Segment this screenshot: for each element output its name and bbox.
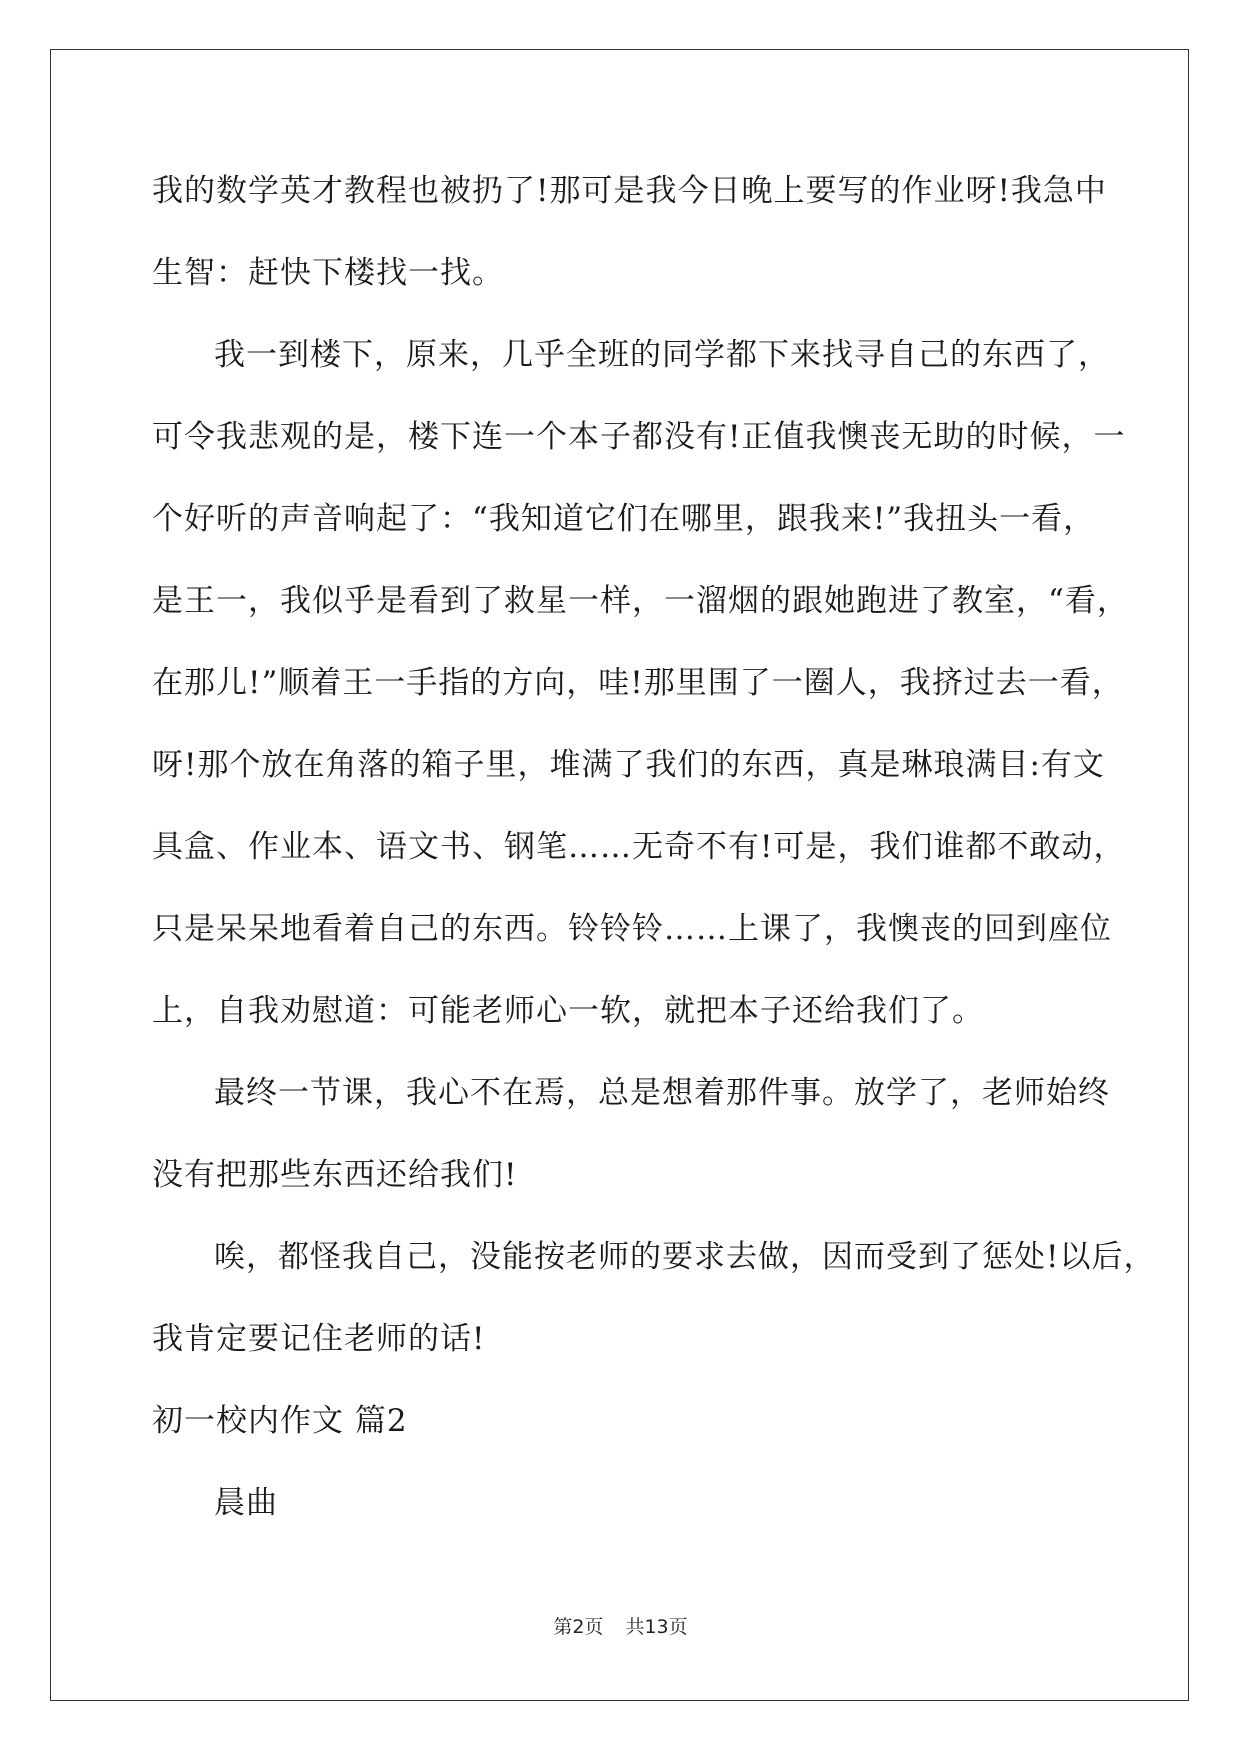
page-number: 第2页 bbox=[553, 1616, 604, 1638]
text-line: 呀!那个放在角落的箱子里，堆满了我们的东西，真是琳琅满目:有文 bbox=[152, 747, 1105, 783]
paragraph-start-line: 最终一节课，我心不在焉，总是想着那件事。放学了，老师始终 bbox=[214, 1075, 1110, 1111]
paragraph-start-line: 我一到楼下，原来，几乎全班的同学都下来找寻自己的东西了， bbox=[214, 337, 1110, 373]
paragraph-start-line: 唉，都怪我自己，没能按老师的要求去做，因而受到了惩处!以后， bbox=[214, 1239, 1156, 1275]
page-total: 共13页 bbox=[625, 1616, 688, 1638]
section-heading: 初一校内作文 篇2 bbox=[152, 1403, 408, 1439]
text-line: 没有把那些东西还给我们! bbox=[152, 1157, 518, 1193]
text-line: 可令我悲观的是，楼下连一个本子都没有!正值我懊丧无助的时候，一 bbox=[152, 419, 1126, 455]
document-body bbox=[152, 158, 1156, 1552]
text-line: 生智：赶快下楼找一找。 bbox=[152, 255, 504, 291]
text-line: 只是呆呆地看着自己的东西。铃铃铃……上课了，我懊丧的回到座位 bbox=[152, 911, 1112, 947]
text-line: 个好听的声音响起了：“我知道它们在哪里，跟我来!”我扭头一看， bbox=[152, 501, 1096, 537]
text-line: 我的数学英才教程也被扔了!那可是我今日晚上要写的作业呀!我急中 bbox=[152, 173, 1107, 209]
text-line: 具盒、作业本、语文书、钢笔……无奇不有!可是，我们谁都不敢动， bbox=[152, 829, 1126, 865]
text-line: 我肯定要记住老师的话! bbox=[152, 1321, 486, 1357]
essay-title: 晨曲 bbox=[214, 1485, 278, 1521]
text-line: 在那儿!”顺着王一手指的方向，哇!那里围了一圈人，我挤过去一看， bbox=[152, 665, 1124, 701]
page-footer bbox=[0, 1612, 1241, 1639]
text-line: 是王一，我似乎是看到了救星一样，一溜烟的跟她跑进了教室，“看， bbox=[152, 583, 1129, 619]
text-line: 上，自我劝慰道：可能老师心一软，就把本子还给我们了。 bbox=[152, 993, 984, 1029]
